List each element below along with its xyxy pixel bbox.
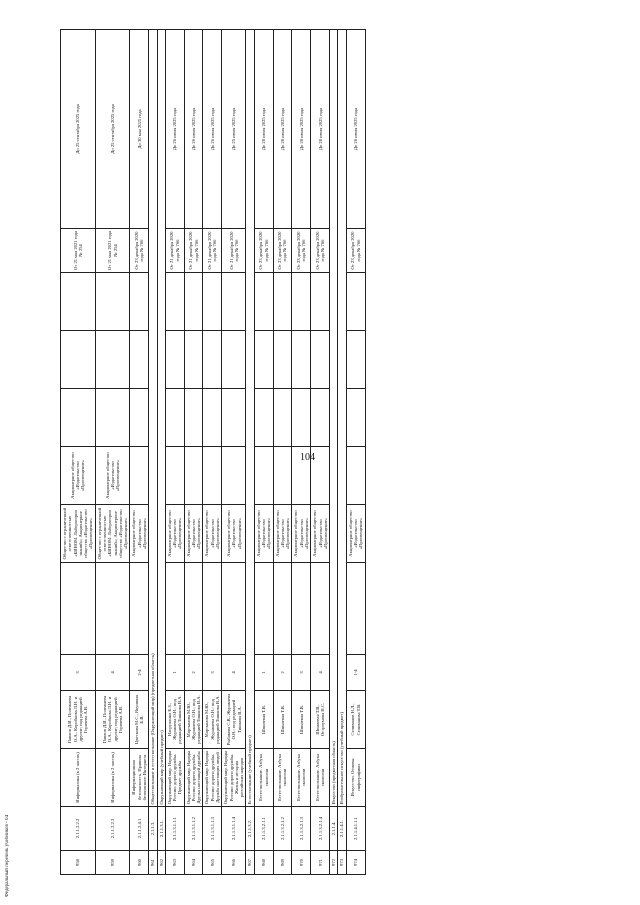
textbook-authors: Павлов Д.И., Полежаева О.А., Коробкова Л.Н. и другие; под редакцией Горячева А.В. bbox=[95, 691, 130, 749]
section-title: Обществознание и естествознание (Окружающий мир) (предметная область) bbox=[149, 30, 157, 807]
empty-cell bbox=[95, 273, 130, 331]
validity-date: До 26 июля 2025 года bbox=[184, 30, 203, 229]
section-title: Искусство (предметная область) bbox=[330, 30, 338, 807]
row-code: 2.1.1.2.2.3 bbox=[95, 807, 130, 851]
textbook-title: Информатика (в 2 частях) bbox=[61, 749, 96, 807]
empty-cell bbox=[165, 563, 184, 655]
empty-cell bbox=[222, 389, 246, 447]
empty-cell bbox=[130, 563, 149, 655]
textbook-authors: Мартынова М.Ю., Журавлева О.Н.; под редакцией Тишкова В.А. bbox=[203, 691, 222, 749]
row-number: 968 bbox=[254, 851, 273, 875]
empty-cell bbox=[311, 389, 330, 447]
publisher: Общество с ограниченной ответственностью «БИНОМ. Лаборатория знаний»; Акционерное общество «Издательство «Просвещение» bbox=[95, 505, 130, 563]
row-number: 974 bbox=[346, 851, 365, 875]
order-reference: От 23 декабря 2020 года № 766 bbox=[292, 229, 311, 273]
publisher-2 bbox=[222, 447, 246, 505]
order-reference: От 21 декабря 2020 года № 766 bbox=[203, 229, 222, 273]
textbook-authors: Селиванов Н.Л., Селиванова Т.В. bbox=[346, 691, 365, 749]
empty-cell bbox=[165, 389, 184, 447]
row-number: 972 bbox=[330, 851, 338, 875]
publisher: Акционерное общество «Издательство «Просвещение» bbox=[130, 505, 149, 563]
order-reference: От 21 декабря 2020 года № 766 bbox=[222, 229, 246, 273]
publisher-2 bbox=[273, 447, 292, 505]
empty-cell bbox=[346, 273, 365, 331]
table-row bbox=[130, 30, 149, 875]
row-code: 2.1.1.2.4.1 bbox=[130, 807, 149, 851]
section-title: Естествознание (учебный предмет) bbox=[246, 30, 254, 807]
publisher-2 bbox=[346, 447, 365, 505]
textbook-grade: 4 bbox=[95, 655, 130, 691]
empty-cell bbox=[61, 563, 96, 655]
validity-date: До 28 июля 2025 года bbox=[311, 30, 330, 229]
row-number: 969 bbox=[273, 851, 292, 875]
table-row bbox=[273, 30, 292, 875]
table-body bbox=[61, 30, 366, 875]
empty-cell bbox=[203, 389, 222, 447]
row-code: 2.1.1.4.1.1.1 bbox=[346, 807, 365, 851]
publisher-2 bbox=[130, 447, 149, 505]
empty-cell bbox=[222, 331, 246, 389]
table-row bbox=[184, 30, 203, 875]
section-title: Изобразительное искусство (учебный предмет) bbox=[338, 30, 346, 807]
textbook-authors: Мартынова М.Ю., Журавлева О.Н.; под редакцией Тишкова В.А. bbox=[184, 691, 203, 749]
textbook-authors: Рыбакова С.В., Журавлева О.Н.; под редакцией Тишкова В.А. bbox=[222, 691, 246, 749]
textbook-authors: Шпилевая Т.В. bbox=[254, 691, 273, 749]
row-number: 958 bbox=[61, 851, 96, 875]
textbook-grade: 1 bbox=[254, 655, 273, 691]
row-code: 2.1.1.3.1.1.1 bbox=[165, 807, 184, 851]
empty-cell bbox=[346, 331, 365, 389]
empty-cell bbox=[292, 273, 311, 331]
validity-date: До 26 июля 2025 года bbox=[203, 30, 222, 229]
order-reference: От 23 декабря 2020 года № 766 bbox=[346, 229, 365, 273]
empty-cell bbox=[292, 331, 311, 389]
textbook-grade: 3 bbox=[292, 655, 311, 691]
empty-cell bbox=[61, 331, 96, 389]
publisher-2 bbox=[203, 447, 222, 505]
empty-cell bbox=[254, 389, 273, 447]
empty-cell bbox=[61, 389, 96, 447]
row-number: 966 bbox=[222, 851, 246, 875]
textbook-authors: Насруллина Е.З., Журавлева О.Н.; под редакцией Тишкова В.А. bbox=[165, 691, 184, 749]
table-row bbox=[165, 30, 184, 875]
row-number: 961 bbox=[149, 851, 157, 875]
textbook-grade: 2-4 bbox=[130, 655, 149, 691]
row-code: 2.1.1.3.2.1.3 bbox=[292, 807, 311, 851]
order-reference: От 23 декабря 2020 года № 766 bbox=[273, 229, 292, 273]
textbook-grade: 1 bbox=[165, 655, 184, 691]
order-reference: От 21 мая 2021 года № 254 bbox=[95, 229, 130, 273]
row-code: 2.1.1.4. bbox=[330, 807, 338, 851]
order-reference: От 21 декабря 2020 года № 766 bbox=[165, 229, 184, 273]
textbook-title: Естествознание. Азбука экологии bbox=[273, 749, 292, 807]
empty-cell bbox=[95, 389, 130, 447]
textbook-authors: Шпилевая Т.В. bbox=[273, 691, 292, 749]
row-number: 973 bbox=[338, 851, 346, 875]
publisher: Акционерное общество «Издательство «Просвещение» bbox=[222, 505, 246, 563]
table-row bbox=[61, 30, 96, 875]
textbook-title: Окружающий мир. Народы России: дороги дружбы. Друзья настоящей дружбы bbox=[184, 749, 203, 807]
textbook-title: Информатика (в 2 частях) bbox=[95, 749, 130, 807]
empty-cell bbox=[165, 273, 184, 331]
rotated-table-wrapper bbox=[60, 30, 625, 875]
textbook-title: Окружающий мир. Народы России: дороги дружбы. Жизнь и история российских народов bbox=[222, 749, 246, 807]
empty-cell bbox=[95, 331, 130, 389]
row-code: 2.1.1.3.2.1.4 bbox=[311, 807, 330, 851]
publisher: Акционерное общество «Издательство «Просвещение» bbox=[254, 505, 273, 563]
order-reference: От 23 декабря 2020 года № 766 bbox=[130, 229, 149, 273]
validity-date: До 30 мая 2025 года bbox=[130, 30, 149, 229]
empty-cell bbox=[311, 331, 330, 389]
textbook-title: Искусство. Основы инфографики bbox=[346, 749, 365, 807]
table-row bbox=[346, 30, 365, 875]
row-number: 971 bbox=[311, 851, 330, 875]
textbook-grade: 1-4 bbox=[346, 655, 365, 691]
publisher: Общество с ограниченной ответственностью «БИНОМ. Лаборатория знаний»; Акционерное общество «Издательство «Просвещение» bbox=[61, 505, 96, 563]
empty-cell bbox=[130, 273, 149, 331]
table-row bbox=[254, 30, 273, 875]
empty-cell bbox=[203, 563, 222, 655]
validity-date: До 26 июля 2025 года bbox=[165, 30, 184, 229]
empty-cell bbox=[203, 331, 222, 389]
publisher-2: Акционерное общество «Издательство «Просвещение» bbox=[95, 447, 130, 505]
validity-date: До 28 июля 2025 года bbox=[273, 30, 292, 229]
textbook-title: Информационная безопасность. Правила безопасного Интернета bbox=[130, 749, 149, 807]
order-reference: От 21 декабря 2020 года № 766 bbox=[184, 229, 203, 273]
order-reference: От 23 декабря 2020 года № 766 bbox=[254, 229, 273, 273]
table-row bbox=[311, 30, 330, 875]
empty-cell bbox=[184, 273, 203, 331]
row-number: 962 bbox=[157, 851, 165, 875]
section-title: Окружающий мир (учебный предмет) bbox=[157, 30, 165, 807]
empty-cell bbox=[222, 273, 246, 331]
publisher-2 bbox=[254, 447, 273, 505]
row-code: 2.1.1.3.2.1.2 bbox=[273, 807, 292, 851]
empty-cell bbox=[222, 563, 246, 655]
empty-cell bbox=[165, 331, 184, 389]
textbook-grade: 3 bbox=[61, 655, 96, 691]
row-code: 2.1.1.3.1.1.3 bbox=[203, 807, 222, 851]
textbook-table bbox=[60, 29, 366, 875]
row-code: 2.1.1.4.1. bbox=[338, 807, 346, 851]
row-number: 960 bbox=[130, 851, 149, 875]
row-code: 2.1.1.3. bbox=[149, 807, 157, 851]
textbook-grade: 3 bbox=[203, 655, 222, 691]
textbook-authors: Цветкова М.С., Якушина Е.В. bbox=[130, 691, 149, 749]
publisher: Акционерное общество «Издательство «Просвещение» bbox=[346, 505, 365, 563]
textbook-title: Окружающий мир. Народы России: дороги дружбы. Дружба настоящих людей bbox=[203, 749, 222, 807]
textbook-authors: Павлов Д.И., Полежаева О.А., Коробкова Л.Н. и другие; под редакцией Горячева А.В. bbox=[61, 691, 96, 749]
empty-cell bbox=[61, 273, 96, 331]
empty-cell bbox=[184, 563, 203, 655]
publisher-2 bbox=[292, 447, 311, 505]
publisher: Акционерное общество «Издательство «Просвещение» bbox=[292, 505, 311, 563]
section-row bbox=[246, 30, 254, 875]
empty-cell bbox=[273, 331, 292, 389]
textbook-authors: Шпилевая Т.В. bbox=[292, 691, 311, 749]
textbook-grade: 4 bbox=[222, 655, 246, 691]
textbook-title: Естествознание. Азбука экологии bbox=[254, 749, 273, 807]
order-reference: От 21 мая 2021 года № 254 bbox=[61, 229, 96, 273]
section-row bbox=[157, 30, 165, 875]
table-row bbox=[95, 30, 130, 875]
empty-cell bbox=[254, 563, 273, 655]
publisher: Акционерное общество «Издательство «Просвещение» bbox=[165, 505, 184, 563]
empty-cell bbox=[311, 273, 330, 331]
validity-date: До 28 июля 2025 года bbox=[254, 30, 273, 229]
validity-date: До 25 сентября 2025 года bbox=[61, 30, 96, 229]
empty-cell bbox=[311, 563, 330, 655]
publisher: Акционерное общество «Издательство «Просвещение» bbox=[203, 505, 222, 563]
textbook-authors: Шпилевая Т.В., Остроумова Н.С. bbox=[311, 691, 330, 749]
empty-cell bbox=[184, 331, 203, 389]
empty-cell bbox=[346, 563, 365, 655]
row-number: 959 bbox=[95, 851, 130, 875]
empty-cell bbox=[273, 563, 292, 655]
empty-cell bbox=[292, 389, 311, 447]
empty-cell bbox=[130, 331, 149, 389]
publisher: Акционерное общество «Издательство «Просвещение» bbox=[184, 505, 203, 563]
empty-cell bbox=[254, 273, 273, 331]
empty-cell bbox=[346, 389, 365, 447]
empty-cell bbox=[292, 563, 311, 655]
publisher-2: Акционерное общество «Издательство «Просвещение» bbox=[61, 447, 96, 505]
section-row bbox=[149, 30, 157, 875]
row-code: 2.1.1.3.1.1.2 bbox=[184, 807, 203, 851]
validity-date: До 25 сентября 2025 года bbox=[95, 30, 130, 229]
row-code: 2.1.1.3.1.1.4 bbox=[222, 807, 246, 851]
empty-cell bbox=[130, 389, 149, 447]
empty-cell bbox=[184, 389, 203, 447]
empty-cell bbox=[273, 389, 292, 447]
publisher-2 bbox=[165, 447, 184, 505]
row-code: 2.1.1.3.1. bbox=[157, 807, 165, 851]
textbook-grade: 2 bbox=[184, 655, 203, 691]
publisher: Акционерное общество «Издательство «Просвещение» bbox=[311, 505, 330, 563]
order-reference: От 23 декабря 2020 года № 766 bbox=[311, 229, 330, 273]
row-number: 963 bbox=[165, 851, 184, 875]
table-row bbox=[203, 30, 222, 875]
row-number: 967 bbox=[246, 851, 254, 875]
textbook-grade: 2 bbox=[273, 655, 292, 691]
textbook-grade: 4 bbox=[311, 655, 330, 691]
row-code: 2.1.1.3.2.1.1 bbox=[254, 807, 273, 851]
page-number: 104 bbox=[300, 452, 315, 463]
footer-note: Федеральный перечень учебников - 04 bbox=[5, 814, 10, 897]
row-number: 965 bbox=[203, 851, 222, 875]
textbook-title: Естествознание. Азбука экологии bbox=[292, 749, 311, 807]
validity-date: До 26 июля 2025 года bbox=[346, 30, 365, 229]
table-row bbox=[292, 30, 311, 875]
row-number: 964 bbox=[184, 851, 203, 875]
row-code: 2.1.1.2.2.2 bbox=[61, 807, 96, 851]
validity-date: До 28 июля 2025 года bbox=[292, 30, 311, 229]
publisher: Акционерное общество «Издательство «Просвещение» bbox=[273, 505, 292, 563]
empty-cell bbox=[273, 273, 292, 331]
validity-date: До 25 июля 2025 года bbox=[222, 30, 246, 229]
empty-cell bbox=[254, 331, 273, 389]
empty-cell bbox=[203, 273, 222, 331]
section-row bbox=[330, 30, 338, 875]
row-code: 2.1.1.3.2. bbox=[246, 807, 254, 851]
publisher-2 bbox=[311, 447, 330, 505]
textbook-title: Естествознание. Азбука экологии bbox=[311, 749, 330, 807]
publisher-2 bbox=[184, 447, 203, 505]
table-row bbox=[222, 30, 246, 875]
section-row bbox=[338, 30, 346, 875]
row-number: 970 bbox=[292, 851, 311, 875]
textbook-title: Окружающий мир. Народы России: дороги дружбы. Предмет дружбы bbox=[165, 749, 184, 807]
empty-cell bbox=[95, 563, 130, 655]
